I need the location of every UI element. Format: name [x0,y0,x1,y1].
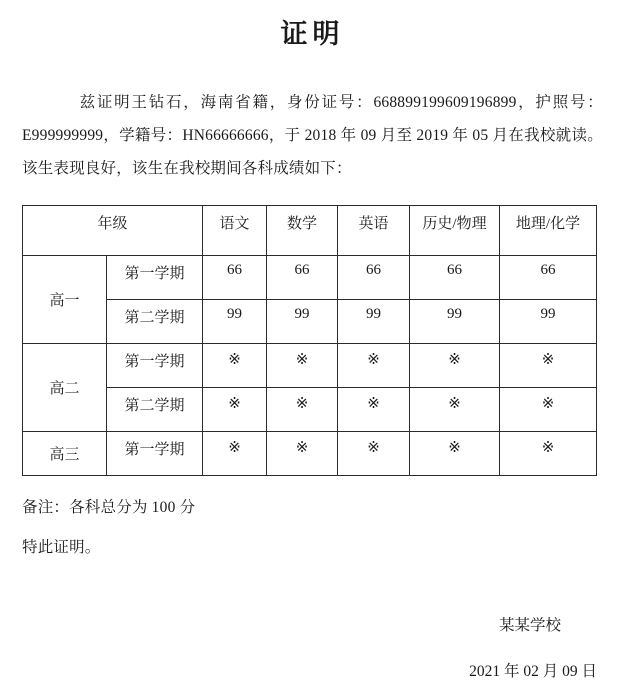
column-header-history-physics: 历史/物理 [410,206,500,256]
remark-text: 备注：各科总分为 100 分 [22,499,196,516]
score-cell: ※ [500,344,597,388]
score-cell: ※ [203,388,267,432]
score-cell: ※ [267,344,338,388]
grade-label-senior-three: 高三 [23,432,107,476]
score-cell: ※ [338,388,410,432]
table-row [23,388,597,432]
score-cell: ※ [500,388,597,432]
column-header-math: 数学 [267,206,338,256]
school-name: 某某学校 [498,617,561,634]
table-row [23,300,597,344]
issue-date: 2021 年 02 月 09 日 [469,663,597,680]
score-cell: 99 [410,300,500,344]
score-cell: ※ [267,432,338,476]
column-header-chinese: 语文 [203,206,267,256]
certificate-body-text: 兹证明王钻石，海南省籍，身份证号：668899199609196899，护照号：E999999999，学籍号：HN66666666，于 2018 年 09 月至 2019 年 05 月在我校就读。该生表现良好，该生在我校期间各科成绩如下： [22,94,603,177]
table-row [23,256,597,300]
score-cell: ※ [203,344,267,388]
score-cell: 99 [267,300,338,344]
term-label: 第二学期 [107,388,203,432]
grade-label-senior-one: 高一 [23,256,107,344]
page-title: 证明 [280,19,345,49]
score-cell: ※ [410,432,500,476]
grade-label-senior-two: 高二 [23,344,107,432]
score-cell: ※ [203,432,267,476]
score-cell: 66 [338,256,410,300]
term-label: 第二学期 [107,300,203,344]
score-cell: ※ [267,388,338,432]
score-cell: 66 [203,256,267,300]
term-label: 第一学期 [107,432,203,476]
certificate-body-paragraph [22,54,603,185]
score-cell: ※ [410,388,500,432]
score-cell: ※ [338,344,410,388]
scores-table [22,205,597,476]
column-header-grade: 年级 [23,206,203,256]
score-cell: 66 [267,256,338,300]
table-header-row [23,206,597,256]
score-cell: ※ [338,432,410,476]
column-header-english: 英语 [338,206,410,256]
score-cell: ※ [410,344,500,388]
score-cell: 99 [338,300,410,344]
column-header-geography-chemistry: 地理/化学 [500,206,597,256]
score-cell: 66 [410,256,500,300]
signature-block [303,616,603,682]
table-row [23,432,597,476]
table-row [23,344,597,388]
closing-text: 特此证明。 [22,539,101,556]
term-label: 第一学期 [107,256,203,300]
score-cell: 99 [203,300,267,344]
term-label: 第一学期 [107,344,203,388]
score-cell: ※ [500,432,597,476]
score-cell: 99 [500,300,597,344]
score-cell: 66 [500,256,597,300]
